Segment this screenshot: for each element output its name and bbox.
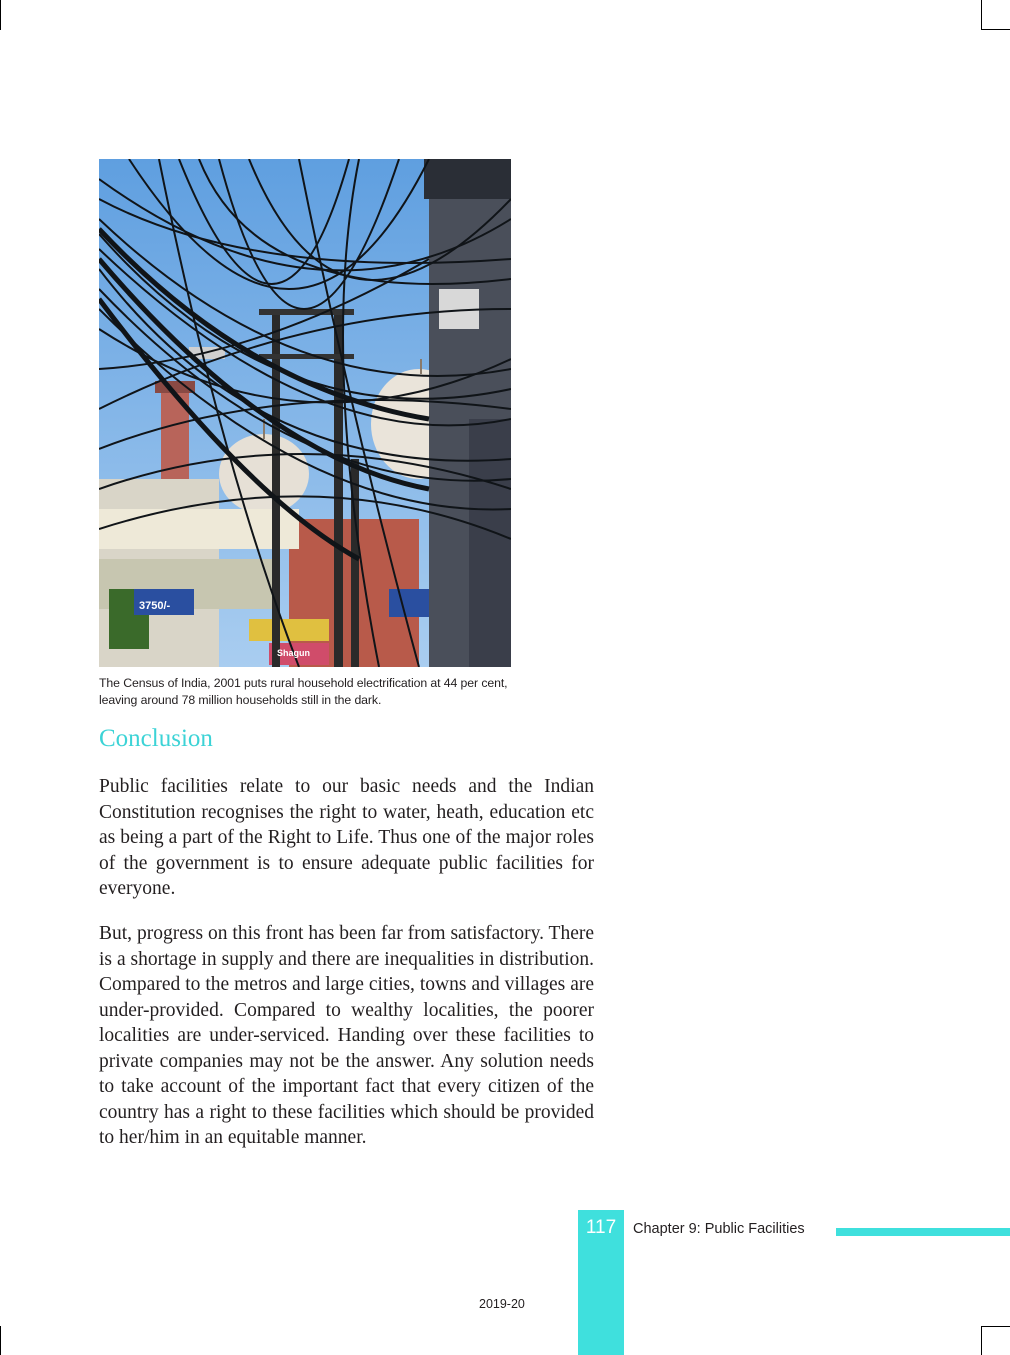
page-number: 117 — [585, 1217, 617, 1238]
photo-sign-price: 3750/- — [139, 600, 171, 612]
photo-sign-shop: Shagun — [277, 648, 310, 658]
crop-mark-bottom-right — [981, 1326, 1010, 1327]
crop-mark-bottom-right — [981, 1326, 982, 1355]
paragraph: Public facilities relate to our basic needs and the Indian Constitution recognises the right to water, heath, education etc as being a part of the Right to Life. Thus one of the major roles of the government is to ensure adequate public facilities for everyone. — [99, 776, 594, 899]
figure-caption — [99, 675, 529, 709]
paragraph: But, progress on this front has been far from satisfactory. There is a shortage in supply and there are inequalities in distribution. Compared to the metros and large cities, towns and villages are under-provided. Compared to wealthy localities, the poorer localities are under-serviced. Handing over these facilities to private companies may not be the answer. Any solution needs to take account of the important fact that every citizen of the country has a right to these facilities which should be provided to her/him in an equitable manner. — [99, 923, 594, 1148]
edition-year: 2019-20 — [479, 1297, 525, 1311]
chapter-title: Chapter 9: Public Facilities — [633, 1221, 805, 1237]
crop-mark-bottom-left — [0, 1326, 1, 1355]
section-heading: Conclusion — [99, 725, 213, 752]
crop-mark-top-left — [0, 0, 1, 30]
crop-mark-top-right — [981, 29, 1010, 30]
electric-wires-photo — [99, 159, 511, 667]
caption-line: leaving around 78 million households still in the dark. — [99, 693, 382, 707]
caption-line: The Census of India, 2001 puts rural household electrification at 44 per cent, — [99, 676, 508, 690]
footer-accent-line — [836, 1228, 1010, 1236]
crop-mark-top-right — [981, 0, 982, 30]
